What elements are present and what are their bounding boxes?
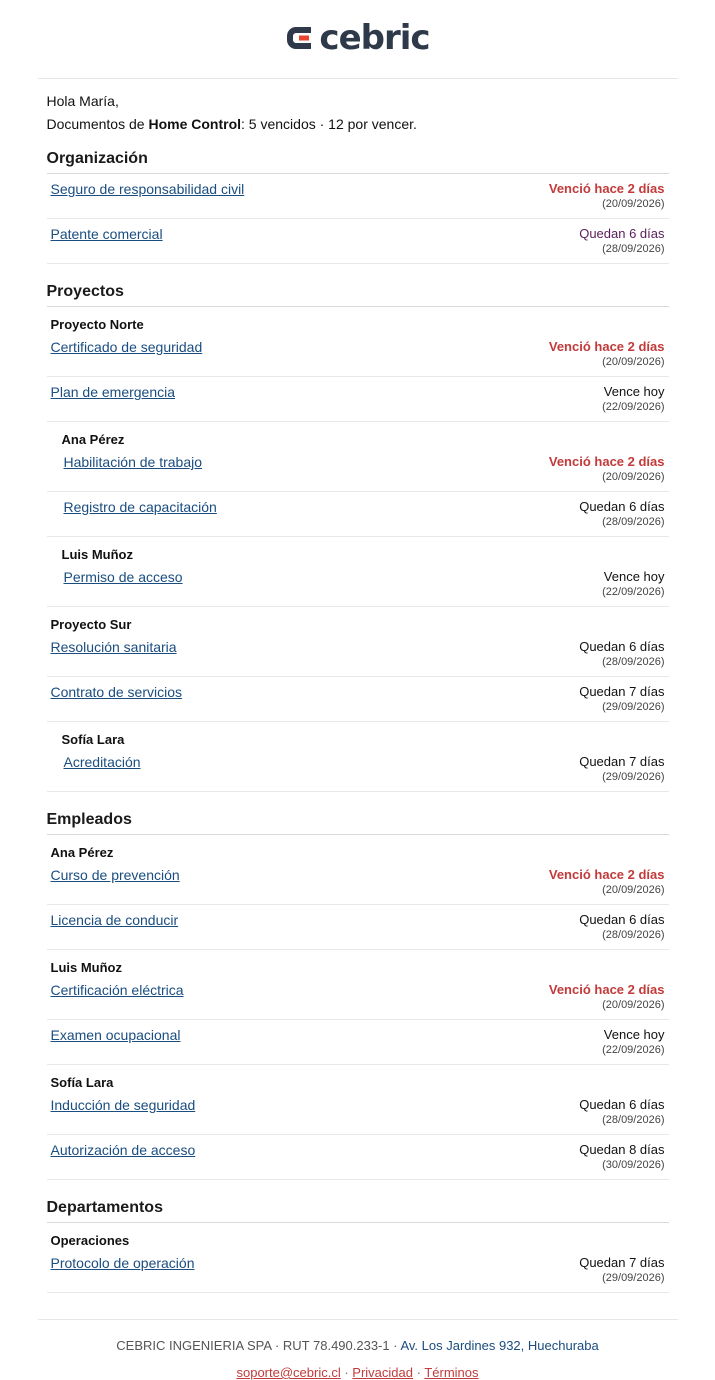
- due-date: (28/09/2026): [602, 1114, 665, 1126]
- document-group: [47, 422, 669, 537]
- group-label: Proyecto Norte: [50, 317, 144, 332]
- document-row: [47, 677, 669, 722]
- group-label: Ana Pérez: [50, 845, 114, 860]
- support-email-link[interactable]: soporte@cebric.cl: [236, 1365, 341, 1380]
- document-row: [47, 447, 669, 492]
- document-row: [47, 1020, 669, 1065]
- status-text: Quedan 7 días: [579, 754, 665, 769]
- section: [47, 283, 669, 792]
- group-label: Luis Muñoz: [61, 547, 133, 562]
- document-group: [47, 537, 669, 607]
- document-status: [579, 683, 664, 715]
- document-status: [602, 568, 664, 600]
- document-status: [579, 1254, 664, 1286]
- document-link[interactable]: Protocolo de operación: [50, 1255, 195, 1271]
- status-text: Quedan 8 días: [579, 1142, 665, 1157]
- section-title: Empleados: [47, 811, 669, 835]
- document-row: [47, 492, 669, 537]
- due-date: (20/09/2026): [602, 198, 665, 210]
- section: [47, 150, 669, 264]
- due-date: (30/09/2026): [602, 1159, 665, 1171]
- document-group: [47, 1065, 669, 1180]
- document-link[interactable]: Licencia de conducir: [50, 912, 179, 928]
- document-group: [47, 1223, 669, 1293]
- status-text: Vence hoy: [603, 569, 665, 584]
- document-status: [549, 338, 665, 370]
- document-status: [549, 453, 665, 485]
- document-link[interactable]: Habilitación de trabajo: [63, 454, 203, 470]
- section-title: Departamentos: [47, 1199, 669, 1223]
- status-text: Vence hoy: [603, 1027, 665, 1042]
- due-date: (28/09/2026): [602, 516, 665, 528]
- document-link[interactable]: Seguro de responsabilidad civil: [50, 181, 245, 197]
- status-text: Quedan 6 días: [579, 639, 665, 654]
- document-row: [47, 332, 669, 377]
- group-label: Sofía Lara: [50, 1075, 114, 1090]
- sections-container: [47, 150, 669, 1293]
- summary-prefix: Documentos de: [46, 116, 149, 132]
- document-row: [47, 174, 669, 219]
- document-group: [47, 722, 669, 792]
- document-link[interactable]: Inducción de seguridad: [50, 1097, 196, 1113]
- footer-company: CEBRIC INGENIERIA SPA · RUT 78.490.233-1 ·: [116, 1338, 401, 1353]
- document-link[interactable]: Patente comercial: [50, 226, 163, 242]
- document-status: [579, 753, 664, 785]
- status-text: Quedan 6 días: [579, 1097, 665, 1112]
- status-text: Venció hace 2 días: [548, 867, 665, 882]
- document-link[interactable]: Autorización de acceso: [50, 1142, 196, 1158]
- status-text: Quedan 6 días: [579, 499, 665, 514]
- section: [47, 1199, 669, 1293]
- due-date: (28/09/2026): [602, 656, 665, 668]
- document-group: [47, 950, 669, 1065]
- document-row: [47, 1090, 669, 1135]
- group-label: Proyecto Sur: [50, 617, 132, 632]
- due-date: (22/09/2026): [602, 401, 665, 413]
- due-date: (20/09/2026): [602, 356, 665, 368]
- section-title: Proyectos: [47, 283, 669, 307]
- document-row: [47, 975, 669, 1020]
- document-status: [549, 981, 665, 1013]
- status-text: Venció hace 2 días: [548, 339, 665, 354]
- section: [47, 811, 669, 1180]
- status-text: Venció hace 2 días: [548, 982, 665, 997]
- document-link[interactable]: Curso de prevención: [50, 867, 180, 883]
- privacy-link[interactable]: Privacidad: [352, 1365, 413, 1380]
- cebric-logo: [285, 18, 430, 58]
- footer-separator: ·: [340, 1365, 353, 1380]
- document-status: [579, 225, 664, 257]
- group-label: Luis Muñoz: [50, 960, 122, 975]
- document-link[interactable]: Contrato de servicios: [50, 684, 183, 700]
- document-group: [47, 835, 669, 950]
- document-row: [47, 1135, 669, 1180]
- due-date: (20/09/2026): [602, 999, 665, 1011]
- document-row: [47, 377, 669, 422]
- footer-company-line: [38, 1338, 678, 1353]
- section-title: Organización: [47, 150, 669, 174]
- due-date: (20/09/2026): [602, 884, 665, 896]
- email-header: [38, 0, 678, 79]
- document-row: [47, 219, 669, 264]
- due-date: (22/09/2026): [602, 1044, 665, 1056]
- footer-links: [38, 1365, 678, 1380]
- document-link[interactable]: Certificado de seguridad: [50, 339, 203, 355]
- due-date: (22/09/2026): [602, 586, 665, 598]
- document-status: [579, 911, 664, 943]
- document-row: [47, 905, 669, 950]
- summary-suffix: : 5 vencidos · 12 por vencer.: [241, 116, 417, 132]
- document-status: [602, 383, 664, 415]
- terms-link[interactable]: Términos: [424, 1365, 479, 1380]
- document-row: [47, 562, 669, 607]
- status-text: Quedan 7 días: [579, 684, 665, 699]
- due-date: (28/09/2026): [602, 243, 665, 255]
- document-link[interactable]: Registro de capacitación: [63, 499, 217, 515]
- status-text: Quedan 6 días: [579, 912, 665, 927]
- document-link[interactable]: Permiso de acceso: [63, 569, 183, 585]
- group-label: Operaciones: [50, 1233, 130, 1248]
- group-label: Ana Pérez: [61, 432, 125, 447]
- document-status: [602, 1026, 664, 1058]
- due-date: (29/09/2026): [602, 771, 665, 783]
- logo-wordmark: cebric: [319, 18, 430, 58]
- document-row: [47, 747, 669, 792]
- document-status: [549, 180, 665, 212]
- status-text: Vence hoy: [603, 384, 665, 399]
- group-label: Sofía Lara: [61, 732, 125, 747]
- document-status: [579, 498, 664, 530]
- document-link[interactable]: Resolución sanitaria: [50, 639, 177, 655]
- footer-address: Av. Los Jardines 932, Huechuraba: [400, 1338, 599, 1353]
- due-date: (29/09/2026): [602, 1272, 665, 1284]
- summary-company: Home Control: [148, 116, 242, 132]
- summary-line: [47, 116, 669, 132]
- document-link[interactable]: Examen ocupacional: [50, 1027, 181, 1043]
- status-text: Quedan 7 días: [579, 1255, 665, 1270]
- document-group: [47, 307, 669, 422]
- status-text: Venció hace 2 días: [548, 454, 665, 469]
- due-date: (20/09/2026): [602, 471, 665, 483]
- greeting: Hola María,: [46, 93, 119, 109]
- document-group: [47, 174, 669, 264]
- document-group: [47, 607, 669, 722]
- cebric-logo-icon: [285, 23, 315, 53]
- email-container: [38, 0, 678, 1380]
- due-date: (28/09/2026): [602, 929, 665, 941]
- status-text: Quedan 6 días: [579, 226, 665, 241]
- document-row: [47, 860, 669, 905]
- email-footer: [38, 1319, 678, 1380]
- document-status: [549, 866, 665, 898]
- document-link[interactable]: Certificación eléctrica: [50, 982, 184, 998]
- document-row: [47, 632, 669, 677]
- document-link[interactable]: Acreditación: [63, 754, 141, 770]
- due-date: (29/09/2026): [602, 701, 665, 713]
- footer-separator: ·: [413, 1365, 425, 1380]
- document-status: [579, 638, 664, 670]
- email-body: [38, 93, 678, 1293]
- document-status: [579, 1141, 664, 1173]
- document-row: [47, 1248, 669, 1293]
- status-text: Venció hace 2 días: [548, 181, 665, 196]
- document-link[interactable]: Plan de emergencia: [50, 384, 176, 400]
- document-status: [579, 1096, 664, 1128]
